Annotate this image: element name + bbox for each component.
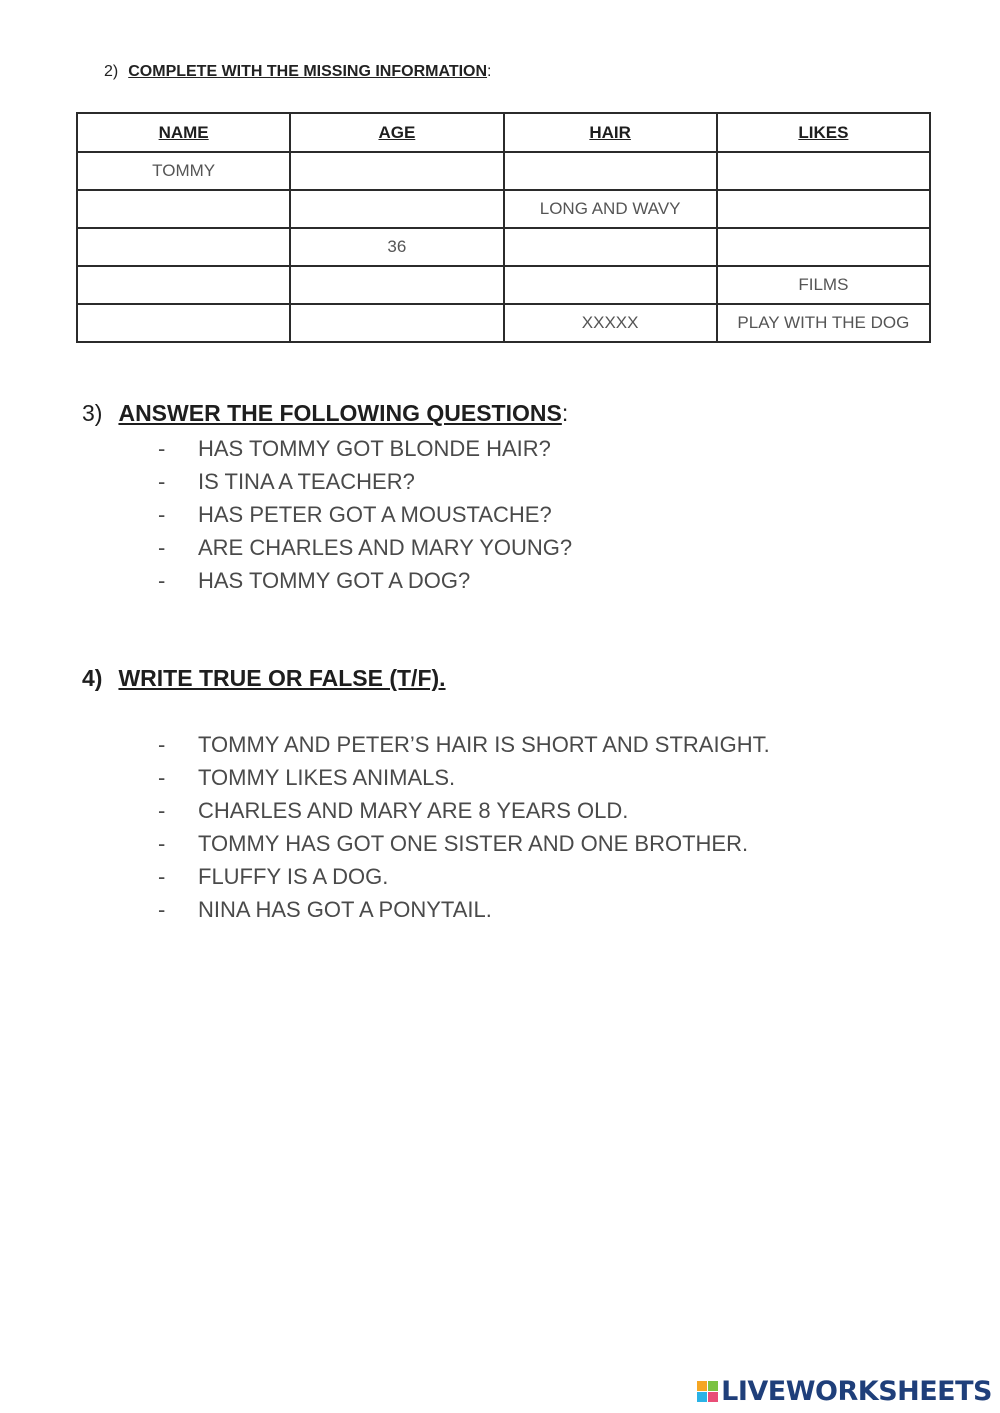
table-header-row xyxy=(77,113,930,152)
list-item xyxy=(158,728,770,761)
header-name: NAME xyxy=(77,113,290,152)
list-bullet: - xyxy=(158,830,166,856)
list-bullet: - xyxy=(158,534,166,560)
table-cell[interactable] xyxy=(77,304,290,342)
section-2-heading xyxy=(104,63,491,81)
section-4-number: 4) xyxy=(82,665,103,691)
section-2-title: COMPLETE WITH THE MISSING INFORMATION xyxy=(128,63,488,80)
list-item xyxy=(158,564,572,597)
table-cell[interactable] xyxy=(290,152,503,190)
missing-info-table xyxy=(76,112,931,343)
list-bullet: - xyxy=(158,764,166,790)
liveworksheets-logo-icon xyxy=(697,1381,718,1402)
question-text: IS TINA A TEACHER? xyxy=(198,468,415,494)
table-cell[interactable] xyxy=(290,266,503,304)
list-item xyxy=(158,761,770,794)
list-item xyxy=(158,432,572,465)
list-bullet: - xyxy=(158,731,166,757)
true-false-list xyxy=(158,728,770,926)
table-cell[interactable] xyxy=(717,190,930,228)
question-text: ARE CHARLES AND MARY YOUNG? xyxy=(198,534,573,560)
list-bullet: - xyxy=(158,797,166,823)
question-text: HAS PETER GOT A MOUSTACHE? xyxy=(198,501,552,527)
table-cell[interactable] xyxy=(504,228,717,266)
question-text: HAS TOMMY GOT A DOG? xyxy=(198,567,471,593)
table-row xyxy=(77,304,930,342)
table-cell: XXXXX xyxy=(504,304,717,342)
section-4-heading xyxy=(82,665,446,692)
liveworksheets-logo xyxy=(697,1376,992,1407)
list-bullet: - xyxy=(158,435,166,461)
header-age: AGE xyxy=(290,113,503,152)
table-row xyxy=(77,266,930,304)
question-text: HAS TOMMY GOT BLONDE HAIR? xyxy=(198,435,551,461)
list-item xyxy=(158,498,572,531)
table-cell: LONG AND WAVY xyxy=(504,190,717,228)
list-item xyxy=(158,893,770,926)
table-cell[interactable] xyxy=(504,266,717,304)
header-likes: LIKES xyxy=(717,113,930,152)
section-3-number: 3) xyxy=(82,400,103,426)
list-bullet: - xyxy=(158,896,166,922)
statement-text: TOMMY LIKES ANIMALS. xyxy=(198,764,456,790)
list-item xyxy=(158,465,572,498)
section-2-number: 2) xyxy=(104,63,119,80)
section-4-title: WRITE TRUE OR FALSE (T/F). xyxy=(118,665,446,691)
header-hair: HAIR xyxy=(504,113,717,152)
table-cell: PLAY WITH THE DOG xyxy=(717,304,930,342)
logo-square xyxy=(708,1381,718,1391)
table-cell: 36 xyxy=(290,228,503,266)
table-cell[interactable] xyxy=(290,304,503,342)
section-3-heading xyxy=(82,400,568,427)
list-item xyxy=(158,531,572,564)
logo-square xyxy=(708,1392,718,1402)
section-3-title: ANSWER THE FOLLOWING QUESTIONS xyxy=(118,400,562,426)
list-bullet: - xyxy=(158,501,166,527)
statement-text: TOMMY AND PETER’S HAIR IS SHORT AND STRAIGHT. xyxy=(198,731,770,757)
list-bullet: - xyxy=(158,863,166,889)
list-bullet: - xyxy=(158,468,166,494)
logo-square xyxy=(697,1381,707,1391)
statement-text: NINA HAS GOT A PONYTAIL. xyxy=(198,896,492,922)
questions-list xyxy=(158,432,572,597)
table-cell[interactable] xyxy=(77,190,290,228)
table-cell[interactable] xyxy=(290,190,503,228)
list-item xyxy=(158,827,770,860)
table-row xyxy=(77,152,930,190)
table-row xyxy=(77,190,930,228)
table-cell[interactable] xyxy=(504,152,717,190)
table-cell: FILMS xyxy=(717,266,930,304)
table-cell[interactable] xyxy=(717,152,930,190)
table-cell: TOMMY xyxy=(77,152,290,190)
section-3-suffix: : xyxy=(561,400,569,426)
section-2-suffix: : xyxy=(487,63,492,80)
list-item xyxy=(158,794,770,827)
list-bullet: - xyxy=(158,567,166,593)
statement-text: TOMMY HAS GOT ONE SISTER AND ONE BROTHER. xyxy=(198,830,749,856)
table-cell[interactable] xyxy=(717,228,930,266)
statement-text: FLUFFY IS A DOG. xyxy=(198,863,389,889)
logo-text: LIVEWORKSHEETS xyxy=(721,1376,992,1407)
table-row xyxy=(77,228,930,266)
list-item xyxy=(158,860,770,893)
table-cell[interactable] xyxy=(77,228,290,266)
statement-text: CHARLES AND MARY ARE 8 YEARS OLD. xyxy=(198,797,629,823)
logo-square xyxy=(697,1392,707,1402)
table-cell[interactable] xyxy=(77,266,290,304)
